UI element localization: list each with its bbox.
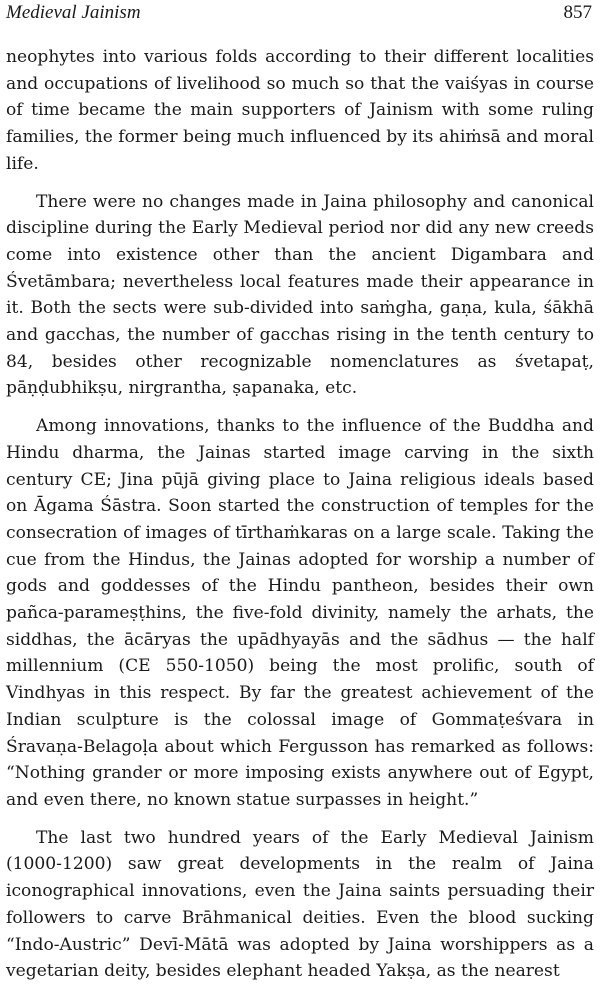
paragraph-philosophy: There were no changes made in Jaina philosophy and canonical discipline during the Early Medieval period nor did any new creeds come into existence other than the ancient Digambara and Śvetāmbara; nevertheless local features made their appearance in it. Both the sects were sub-divided into saṁgha, gaṇa, kula, śākhā and gacchas, the number of gacchas rising in the tenth century to 84, besides other recognizable nomenclatures as śvetapaṭ, pāṇḍubhikṣu, nirgrantha, ṣapanaka, etc.	[6, 191, 594, 399]
running-head-title: Medieval Jainism	[6, 2, 141, 23]
paragraph-continued: neophytes into various folds according to their different localities and occupations of livelihood so much so that the vaiśyas in course of time became the main supporters of Jainism with some ruling families, the former being much influenced by its ahiṁsā and moral life.	[6, 47, 595, 174]
running-head	[6, 2, 592, 32]
page-number: 857	[563, 2, 592, 23]
paragraph-last-two-hundred-years: The last two hundred years of the Early Medieval Jainism (1000-1200) saw great developments in the realm of Jaina iconographical innovations, even the Jaina saints persuading their followers to carve Brāhmanical deities. Even the blood sucking “Indo-Austric” Devī-Mātā was adopted by Jaina worshippers as a vegetarian deity, besides elephant headed Yakṣa, as the nearest	[6, 827, 594, 982]
body-text	[6, 44, 594, 996]
paragraph-innovations: Among innovations, thanks to the influence of the Buddha and Hindu dharma, the Jainas started image carving in the sixth century CE; Jina pūjā giving place to Jaina religious ideals based on Āgama Śāstra. Soon started the construction of temples for the consecration of images of tīrthaṁkaras on a large scale. Taking the cue from the Hindus, the Jainas adopted for worship a number of gods and goddesses of the Hindu pantheon, besides their own pañca-parameṣṭhins, the five-fold divinity, namely the arhats, the siddhas, the ācāryas the upādhyayās and the sādhus — the half millennium (CE 550-1050) being the most prolific, south of Vindhyas in this respect. By far the greatest achievement of the Indian sculpture is the colossal image of Gommaṭeśvara in Śravaṇa-Belagoḷa about which Fergusson has remarked as follows: “Nothing grander or more imposing exists anywhere out of Egypt, and even there, no known statue surpasses in height.”	[6, 416, 594, 810]
